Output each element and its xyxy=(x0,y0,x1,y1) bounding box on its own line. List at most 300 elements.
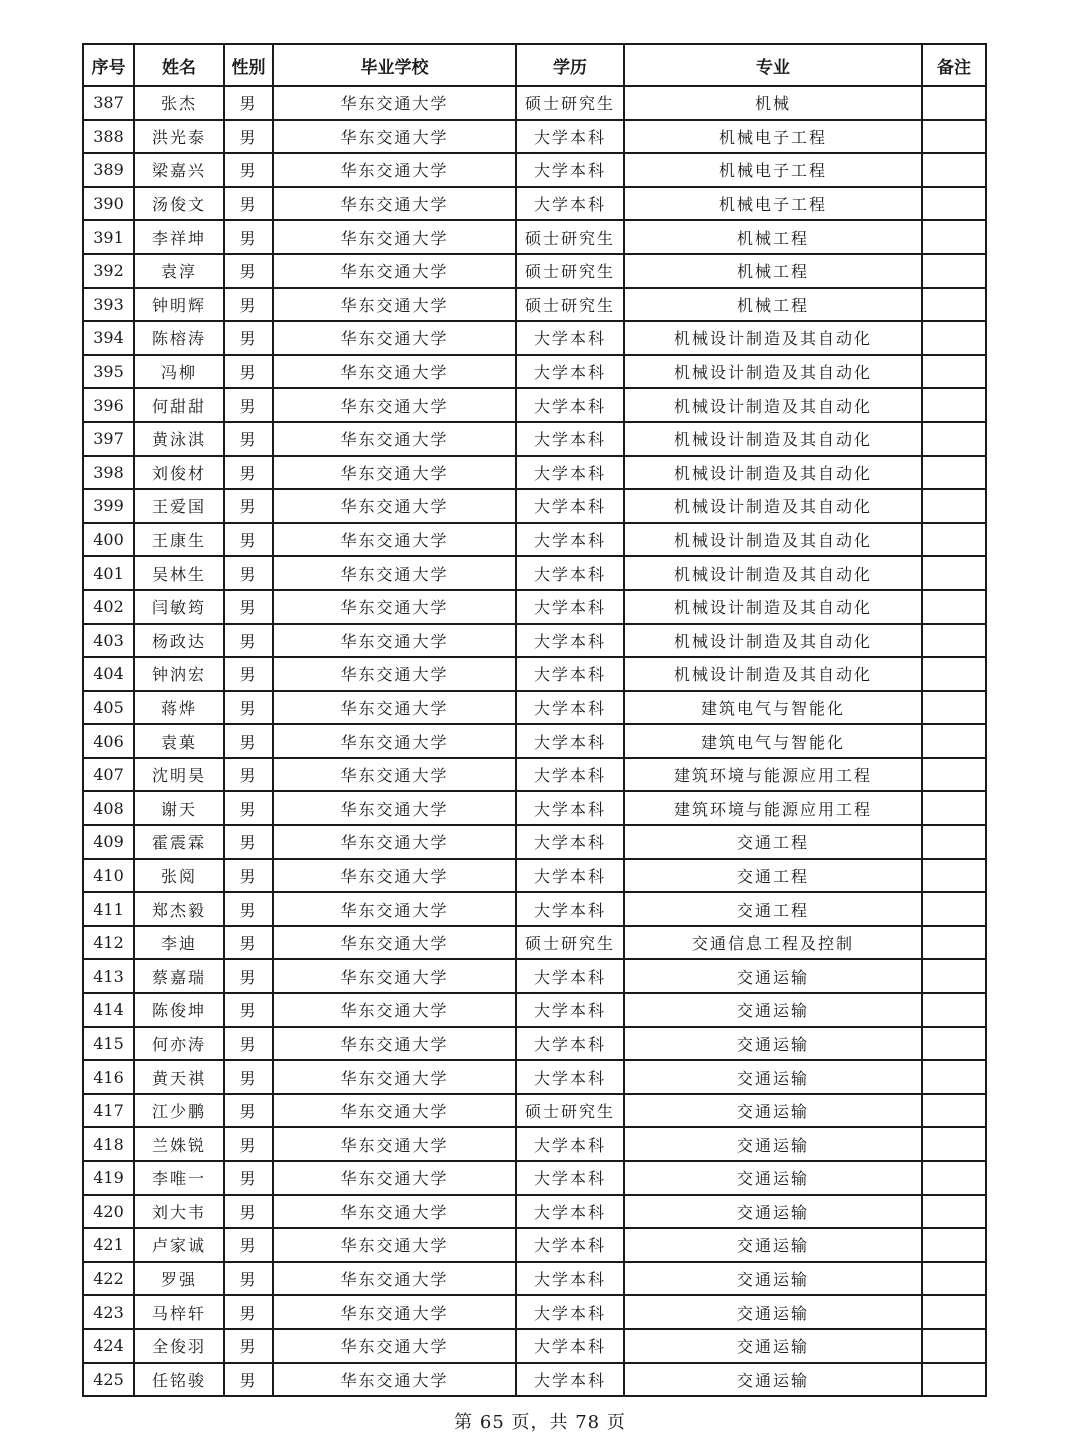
cell-major: 机械工程 xyxy=(624,254,922,288)
cell-gender: 男 xyxy=(224,153,273,187)
cell-name: 冯柳 xyxy=(134,355,224,389)
cell-degree: 硕士研究生 xyxy=(516,288,624,322)
cell-major: 交通运输 xyxy=(624,959,922,993)
table-row xyxy=(83,791,986,825)
cell-name: 李祥坤 xyxy=(134,220,224,254)
cell-seq: 424 xyxy=(83,1329,134,1363)
cell-remark xyxy=(922,220,986,254)
cell-seq: 394 xyxy=(83,321,134,355)
cell-school: 华东交通大学 xyxy=(273,288,516,322)
cell-name: 李唯一 xyxy=(134,1161,224,1195)
cell-major: 交通运输 xyxy=(624,1262,922,1296)
cell-name: 洪光泰 xyxy=(134,120,224,154)
table-row xyxy=(83,422,986,456)
cell-name: 郑杰毅 xyxy=(134,892,224,926)
cell-remark xyxy=(922,456,986,490)
cell-seq: 401 xyxy=(83,556,134,590)
cell-remark xyxy=(922,254,986,288)
cell-name: 张阅 xyxy=(134,859,224,893)
cell-major: 交通运输 xyxy=(624,1195,922,1229)
cell-degree: 大学本科 xyxy=(516,1060,624,1094)
cell-school: 华东交通大学 xyxy=(273,624,516,658)
cell-name: 罗强 xyxy=(134,1262,224,1296)
cell-gender: 男 xyxy=(224,355,273,389)
cell-degree: 硕士研究生 xyxy=(516,254,624,288)
header-gender: 性别 xyxy=(224,44,273,86)
cell-name: 霍震霖 xyxy=(134,825,224,859)
cell-name: 何甜甜 xyxy=(134,388,224,422)
cell-name: 王康生 xyxy=(134,523,224,557)
cell-degree: 大学本科 xyxy=(516,422,624,456)
cell-degree: 大学本科 xyxy=(516,1329,624,1363)
table-row xyxy=(83,321,986,355)
cell-gender: 男 xyxy=(224,657,273,691)
cell-gender: 男 xyxy=(224,825,273,859)
cell-seq: 406 xyxy=(83,724,134,758)
cell-remark xyxy=(922,1195,986,1229)
cell-seq: 400 xyxy=(83,523,134,557)
cell-major: 建筑电气与智能化 xyxy=(624,724,922,758)
cell-remark xyxy=(922,321,986,355)
cell-school: 华东交通大学 xyxy=(273,691,516,725)
cell-major: 机械 xyxy=(624,86,922,120)
table-row xyxy=(83,120,986,154)
cell-seq: 416 xyxy=(83,1060,134,1094)
cell-major: 机械设计制造及其自动化 xyxy=(624,422,922,456)
cell-school: 华东交通大学 xyxy=(273,791,516,825)
cell-gender: 男 xyxy=(224,590,273,624)
cell-school: 华东交通大学 xyxy=(273,993,516,1027)
cell-degree: 大学本科 xyxy=(516,691,624,725)
cell-degree: 大学本科 xyxy=(516,1262,624,1296)
cell-seq: 402 xyxy=(83,590,134,624)
cell-degree: 大学本科 xyxy=(516,724,624,758)
cell-major: 交通运输 xyxy=(624,993,922,1027)
cell-gender: 男 xyxy=(224,1060,273,1094)
cell-major: 交通运输 xyxy=(624,1060,922,1094)
cell-major: 机械设计制造及其自动化 xyxy=(624,355,922,389)
table-row xyxy=(83,288,986,322)
table-row xyxy=(83,825,986,859)
cell-name: 钟汭宏 xyxy=(134,657,224,691)
table-row xyxy=(83,724,986,758)
header-major: 专业 xyxy=(624,44,922,86)
cell-remark xyxy=(922,758,986,792)
cell-degree: 大学本科 xyxy=(516,1228,624,1262)
cell-remark xyxy=(922,590,986,624)
table-row xyxy=(83,926,986,960)
cell-seq: 387 xyxy=(83,86,134,120)
cell-degree: 大学本科 xyxy=(516,959,624,993)
cell-seq: 407 xyxy=(83,758,134,792)
cell-school: 华东交通大学 xyxy=(273,86,516,120)
cell-school: 华东交通大学 xyxy=(273,657,516,691)
cell-major: 交通运输 xyxy=(624,1228,922,1262)
cell-degree: 大学本科 xyxy=(516,153,624,187)
table-row xyxy=(83,892,986,926)
cell-degree: 大学本科 xyxy=(516,993,624,1027)
cell-major: 交通运输 xyxy=(624,1161,922,1195)
cell-remark xyxy=(922,120,986,154)
cell-gender: 男 xyxy=(224,892,273,926)
cell-major: 交通工程 xyxy=(624,825,922,859)
cell-degree: 大学本科 xyxy=(516,892,624,926)
cell-remark xyxy=(922,86,986,120)
cell-seq: 398 xyxy=(83,456,134,490)
cell-gender: 男 xyxy=(224,254,273,288)
cell-seq: 399 xyxy=(83,489,134,523)
cell-school: 华东交通大学 xyxy=(273,388,516,422)
cell-gender: 男 xyxy=(224,456,273,490)
header-name: 姓名 xyxy=(134,44,224,86)
cell-school: 华东交通大学 xyxy=(273,422,516,456)
cell-remark xyxy=(922,926,986,960)
cell-gender: 男 xyxy=(224,959,273,993)
cell-major: 交通信息工程及控制 xyxy=(624,926,922,960)
cell-name: 张杰 xyxy=(134,86,224,120)
cell-name: 王爱国 xyxy=(134,489,224,523)
cell-seq: 397 xyxy=(83,422,134,456)
cell-remark xyxy=(922,1094,986,1128)
cell-gender: 男 xyxy=(224,724,273,758)
cell-degree: 大学本科 xyxy=(516,187,624,221)
cell-remark xyxy=(922,1127,986,1161)
cell-degree: 大学本科 xyxy=(516,590,624,624)
table-row xyxy=(83,556,986,590)
cell-gender: 男 xyxy=(224,86,273,120)
table-body xyxy=(83,86,986,1396)
table-row xyxy=(83,1363,986,1397)
cell-remark xyxy=(922,1329,986,1363)
cell-major: 建筑环境与能源应用工程 xyxy=(624,791,922,825)
cell-seq: 392 xyxy=(83,254,134,288)
cell-seq: 420 xyxy=(83,1195,134,1229)
cell-gender: 男 xyxy=(224,859,273,893)
cell-school: 华东交通大学 xyxy=(273,859,516,893)
cell-name: 陈俊坤 xyxy=(134,993,224,1027)
cell-seq: 413 xyxy=(83,959,134,993)
cell-school: 华东交通大学 xyxy=(273,187,516,221)
cell-school: 华东交通大学 xyxy=(273,153,516,187)
cell-seq: 410 xyxy=(83,859,134,893)
cell-major: 机械设计制造及其自动化 xyxy=(624,624,922,658)
cell-school: 华东交通大学 xyxy=(273,254,516,288)
cell-gender: 男 xyxy=(224,1228,273,1262)
cell-degree: 大学本科 xyxy=(516,825,624,859)
page-number: 第 65 页，共 78 页 xyxy=(454,1412,626,1433)
cell-seq: 403 xyxy=(83,624,134,658)
table-row xyxy=(83,1060,986,1094)
cell-major: 机械设计制造及其自动化 xyxy=(624,523,922,557)
cell-major: 机械设计制造及其自动化 xyxy=(624,590,922,624)
cell-school: 华东交通大学 xyxy=(273,724,516,758)
cell-seq: 421 xyxy=(83,1228,134,1262)
cell-remark xyxy=(922,388,986,422)
cell-major: 机械设计制造及其自动化 xyxy=(624,321,922,355)
cell-remark xyxy=(922,1295,986,1329)
cell-degree: 大学本科 xyxy=(516,1027,624,1061)
cell-gender: 男 xyxy=(224,388,273,422)
cell-degree: 大学本科 xyxy=(516,1127,624,1161)
cell-gender: 男 xyxy=(224,1027,273,1061)
cell-gender: 男 xyxy=(224,691,273,725)
cell-gender: 男 xyxy=(224,220,273,254)
cell-school: 华东交通大学 xyxy=(273,321,516,355)
cell-seq: 419 xyxy=(83,1161,134,1195)
cell-major: 交通工程 xyxy=(624,859,922,893)
cell-major: 交通运输 xyxy=(624,1094,922,1128)
cell-name: 黄天祺 xyxy=(134,1060,224,1094)
cell-gender: 男 xyxy=(224,523,273,557)
header-seq: 序号 xyxy=(83,44,134,86)
cell-major: 交通工程 xyxy=(624,892,922,926)
cell-school: 华东交通大学 xyxy=(273,825,516,859)
cell-name: 钟明辉 xyxy=(134,288,224,322)
cell-seq: 415 xyxy=(83,1027,134,1061)
table-row xyxy=(83,590,986,624)
cell-name: 卢家诚 xyxy=(134,1228,224,1262)
cell-major: 机械设计制造及其自动化 xyxy=(624,556,922,590)
cell-seq: 425 xyxy=(83,1363,134,1397)
cell-name: 蔡嘉瑞 xyxy=(134,959,224,993)
cell-major: 交通运输 xyxy=(624,1363,922,1397)
cell-degree: 大学本科 xyxy=(516,388,624,422)
cell-remark xyxy=(922,288,986,322)
table-row xyxy=(83,153,986,187)
cell-gender: 男 xyxy=(224,758,273,792)
cell-remark xyxy=(922,691,986,725)
cell-major: 机械电子工程 xyxy=(624,120,922,154)
cell-gender: 男 xyxy=(224,556,273,590)
cell-name: 袁淳 xyxy=(134,254,224,288)
cell-name: 杨政达 xyxy=(134,624,224,658)
cell-seq: 393 xyxy=(83,288,134,322)
cell-degree: 大学本科 xyxy=(516,556,624,590)
cell-school: 华东交通大学 xyxy=(273,1094,516,1128)
cell-name: 沈明昊 xyxy=(134,758,224,792)
cell-school: 华东交通大学 xyxy=(273,120,516,154)
cell-seq: 396 xyxy=(83,388,134,422)
cell-degree: 硕士研究生 xyxy=(516,86,624,120)
cell-degree: 大学本科 xyxy=(516,489,624,523)
cell-gender: 男 xyxy=(224,624,273,658)
table-row xyxy=(83,1195,986,1229)
table-row xyxy=(83,187,986,221)
cell-degree: 大学本科 xyxy=(516,120,624,154)
cell-name: 全俊羽 xyxy=(134,1329,224,1363)
cell-degree: 硕士研究生 xyxy=(516,1094,624,1128)
cell-school: 华东交通大学 xyxy=(273,523,516,557)
header-school: 毕业学校 xyxy=(273,44,516,86)
cell-gender: 男 xyxy=(224,489,273,523)
cell-major: 机械设计制造及其自动化 xyxy=(624,456,922,490)
table-row xyxy=(83,523,986,557)
cell-remark xyxy=(922,859,986,893)
cell-remark xyxy=(922,523,986,557)
cell-degree: 大学本科 xyxy=(516,859,624,893)
table-row xyxy=(83,355,986,389)
cell-name: 黄泳淇 xyxy=(134,422,224,456)
cell-seq: 405 xyxy=(83,691,134,725)
cell-remark xyxy=(922,993,986,1027)
cell-degree: 大学本科 xyxy=(516,1195,624,1229)
cell-remark xyxy=(922,1027,986,1061)
cell-school: 华东交通大学 xyxy=(273,1161,516,1195)
cell-name: 闫敏筠 xyxy=(134,590,224,624)
table-row xyxy=(83,993,986,1027)
cell-school: 华东交通大学 xyxy=(273,220,516,254)
cell-major: 机械电子工程 xyxy=(624,187,922,221)
cell-remark xyxy=(922,657,986,691)
cell-school: 华东交通大学 xyxy=(273,489,516,523)
table-row xyxy=(83,1295,986,1329)
roster-table xyxy=(82,43,987,1397)
cell-remark xyxy=(922,791,986,825)
cell-seq: 388 xyxy=(83,120,134,154)
cell-school: 华东交通大学 xyxy=(273,1363,516,1397)
cell-school: 华东交通大学 xyxy=(273,1060,516,1094)
table-row xyxy=(83,1161,986,1195)
cell-seq: 391 xyxy=(83,220,134,254)
cell-degree: 大学本科 xyxy=(516,1363,624,1397)
cell-seq: 390 xyxy=(83,187,134,221)
cell-school: 华东交通大学 xyxy=(273,355,516,389)
table-row xyxy=(83,456,986,490)
cell-gender: 男 xyxy=(224,187,273,221)
cell-school: 华东交通大学 xyxy=(273,1127,516,1161)
table-row xyxy=(83,624,986,658)
cell-degree: 大学本科 xyxy=(516,624,624,658)
header-remark: 备注 xyxy=(922,44,986,86)
cell-school: 华东交通大学 xyxy=(273,892,516,926)
cell-school: 华东交通大学 xyxy=(273,1329,516,1363)
cell-seq: 414 xyxy=(83,993,134,1027)
cell-gender: 男 xyxy=(224,422,273,456)
cell-remark xyxy=(922,959,986,993)
cell-name: 何亦涛 xyxy=(134,1027,224,1061)
cell-seq: 423 xyxy=(83,1295,134,1329)
table-row xyxy=(83,254,986,288)
cell-degree: 大学本科 xyxy=(516,1161,624,1195)
cell-major: 交通运输 xyxy=(624,1329,922,1363)
cell-remark xyxy=(922,1262,986,1296)
cell-degree: 大学本科 xyxy=(516,657,624,691)
cell-school: 华东交通大学 xyxy=(273,590,516,624)
cell-name: 任铭骏 xyxy=(134,1363,224,1397)
cell-degree: 大学本科 xyxy=(516,355,624,389)
cell-name: 吴林生 xyxy=(134,556,224,590)
cell-name: 谢天 xyxy=(134,791,224,825)
cell-name: 李迪 xyxy=(134,926,224,960)
cell-remark xyxy=(922,187,986,221)
cell-major: 机械设计制造及其自动化 xyxy=(624,489,922,523)
cell-gender: 男 xyxy=(224,1262,273,1296)
cell-name: 刘俊材 xyxy=(134,456,224,490)
cell-major: 交通运输 xyxy=(624,1127,922,1161)
cell-seq: 404 xyxy=(83,657,134,691)
cell-school: 华东交通大学 xyxy=(273,926,516,960)
cell-major: 机械电子工程 xyxy=(624,153,922,187)
cell-major: 交通运输 xyxy=(624,1295,922,1329)
table-row xyxy=(83,220,986,254)
cell-school: 华东交通大学 xyxy=(273,1195,516,1229)
table-row xyxy=(83,1027,986,1061)
table-row xyxy=(83,758,986,792)
table-row xyxy=(83,388,986,422)
header-row xyxy=(83,44,986,86)
cell-degree: 大学本科 xyxy=(516,523,624,557)
cell-name: 蒋烨 xyxy=(134,691,224,725)
cell-seq: 417 xyxy=(83,1094,134,1128)
cell-seq: 389 xyxy=(83,153,134,187)
cell-remark xyxy=(922,1060,986,1094)
table-row xyxy=(83,657,986,691)
table-row xyxy=(83,859,986,893)
cell-remark xyxy=(922,556,986,590)
cell-degree: 大学本科 xyxy=(516,321,624,355)
table-row xyxy=(83,1127,986,1161)
cell-seq: 412 xyxy=(83,926,134,960)
cell-gender: 男 xyxy=(224,1363,273,1397)
cell-remark xyxy=(922,355,986,389)
cell-name: 兰姝锐 xyxy=(134,1127,224,1161)
cell-remark xyxy=(922,489,986,523)
table-header xyxy=(83,44,986,86)
cell-name: 陈榕涛 xyxy=(134,321,224,355)
cell-major: 机械设计制造及其自动化 xyxy=(624,657,922,691)
table-row xyxy=(83,1262,986,1296)
cell-name: 刘大韦 xyxy=(134,1195,224,1229)
table-row xyxy=(83,1329,986,1363)
cell-gender: 男 xyxy=(224,1329,273,1363)
cell-major: 机械工程 xyxy=(624,220,922,254)
cell-seq: 409 xyxy=(83,825,134,859)
cell-degree: 硕士研究生 xyxy=(516,220,624,254)
cell-gender: 男 xyxy=(224,1195,273,1229)
cell-remark xyxy=(922,1228,986,1262)
header-degree: 学历 xyxy=(516,44,624,86)
cell-remark xyxy=(922,624,986,658)
cell-gender: 男 xyxy=(224,791,273,825)
cell-school: 华东交通大学 xyxy=(273,758,516,792)
cell-gender: 男 xyxy=(224,1094,273,1128)
cell-remark xyxy=(922,1161,986,1195)
cell-school: 华东交通大学 xyxy=(273,556,516,590)
cell-degree: 大学本科 xyxy=(516,456,624,490)
cell-degree: 大学本科 xyxy=(516,791,624,825)
cell-remark xyxy=(922,724,986,758)
cell-degree: 大学本科 xyxy=(516,1295,624,1329)
cell-major: 交通运输 xyxy=(624,1027,922,1061)
cell-gender: 男 xyxy=(224,926,273,960)
cell-school: 华东交通大学 xyxy=(273,456,516,490)
cell-seq: 418 xyxy=(83,1127,134,1161)
cell-degree: 大学本科 xyxy=(516,758,624,792)
cell-seq: 411 xyxy=(83,892,134,926)
cell-gender: 男 xyxy=(224,1295,273,1329)
cell-major: 建筑电气与智能化 xyxy=(624,691,922,725)
table-row xyxy=(83,1094,986,1128)
cell-school: 华东交通大学 xyxy=(273,1262,516,1296)
cell-school: 华东交通大学 xyxy=(273,959,516,993)
cell-school: 华东交通大学 xyxy=(273,1295,516,1329)
cell-gender: 男 xyxy=(224,321,273,355)
cell-remark xyxy=(922,422,986,456)
cell-remark xyxy=(922,1363,986,1397)
cell-name: 江少鹏 xyxy=(134,1094,224,1128)
cell-name: 马梓轩 xyxy=(134,1295,224,1329)
cell-gender: 男 xyxy=(224,120,273,154)
